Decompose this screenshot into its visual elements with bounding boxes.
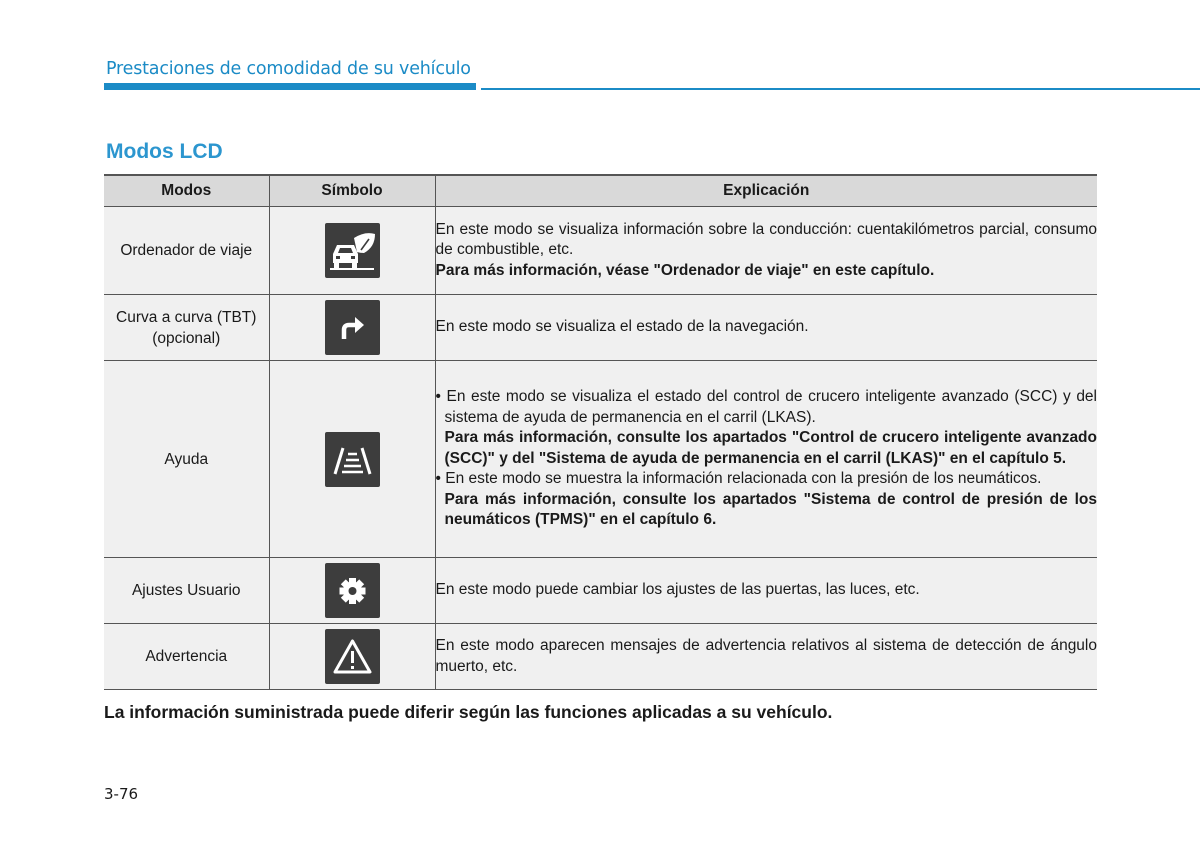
table-row bbox=[104, 624, 1097, 690]
header-rule-thin bbox=[481, 88, 1200, 90]
mode-name: Ayuda bbox=[104, 361, 269, 558]
lane-assist-icon bbox=[325, 432, 380, 487]
table-header-row bbox=[104, 175, 1097, 207]
mode-name-optional: (opcional) bbox=[152, 329, 221, 347]
section-title: Modos LCD bbox=[106, 140, 223, 163]
bullet-reference: Para más información, consulte los apartados "Sistema de control de presión de los neumáticos (TPMS)" en el capítulo 6. bbox=[444, 490, 1097, 529]
warning-triangle-icon bbox=[325, 629, 380, 684]
column-header-modes: Modos bbox=[104, 175, 269, 207]
trip-computer-icon bbox=[325, 223, 380, 278]
lcd-modes-table bbox=[104, 174, 1097, 690]
chapter-header: Prestaciones de comodidad de su vehículo bbox=[106, 59, 471, 79]
bullet-reference: Para más información, consulte los apartados "Control de crucero inteligente avanzado (SCC)" y del "Sistema de ayuda de permanencia en el carril (LKAS)" en el capítulo 5. bbox=[444, 429, 1097, 467]
column-header-symbol: Símbolo bbox=[269, 175, 435, 207]
mode-description: En este modo aparecen mensajes de advertencia relativos al sistema de detección de ángulo muerto, etc. bbox=[435, 624, 1097, 690]
header-rule-thick bbox=[104, 83, 476, 90]
mode-name: Ajustes Usuario bbox=[104, 558, 269, 624]
mode-name: Ordenador de viaje bbox=[104, 207, 269, 295]
mode-name: Curva a curva (TBT) bbox=[116, 308, 257, 326]
mode-description: En este modo puede cambiar los ajustes de las puertas, las luces, etc. bbox=[435, 558, 1097, 624]
bullet-item: • En este modo se visualiza el estado del control de crucero inteligente avanzado (SCC) y del sistema de ayuda de permanencia en el carril (LKAS). Para más información, consulte los apartados "Control de crucero inteligente avanzado (SCC)" y del "Sistema de ayuda de permanencia en el carril (LKAS)" en el capítulo 5. bbox=[436, 387, 1098, 469]
mode-reference: Para más información, véase "Ordenador de viaje" en este capítulo. bbox=[435, 261, 935, 279]
mode-description: En este modo se visualiza información sobre la conducción: cuentakilómetros parcial, consumo de combustible, etc. bbox=[435, 220, 1097, 259]
mode-name: Advertencia bbox=[104, 624, 269, 690]
gear-icon bbox=[325, 563, 380, 618]
column-header-explanation: Explicación bbox=[435, 175, 1097, 207]
turn-arrow-icon bbox=[325, 300, 380, 355]
footnote: La información suministrada puede diferir según las funciones aplicadas a su vehículo. bbox=[104, 702, 833, 722]
page-number: 3-76 bbox=[104, 785, 139, 803]
table-row bbox=[104, 361, 1097, 558]
table-row bbox=[104, 207, 1097, 295]
table-row bbox=[104, 295, 1097, 361]
table-row bbox=[104, 558, 1097, 624]
mode-description: En este modo se visualiza el estado de la navegación. bbox=[435, 295, 1097, 361]
bullet-text: En este modo se visualiza el estado del control de crucero inteligente avanzado (SCC) y del sistema de ayuda de permanencia en el carril (LKAS). bbox=[444, 388, 1097, 426]
bullet-item: • En este modo se muestra la información relacionada con la presión de los neumáticos. Para más información, consulte los apartados "Sistema de control de presión de los neumáticos (TPMS)" en el capítulo 6. bbox=[436, 469, 1098, 531]
bullet-text: En este modo se muestra la información relacionada con la presión de los neumáticos. bbox=[445, 470, 1042, 488]
